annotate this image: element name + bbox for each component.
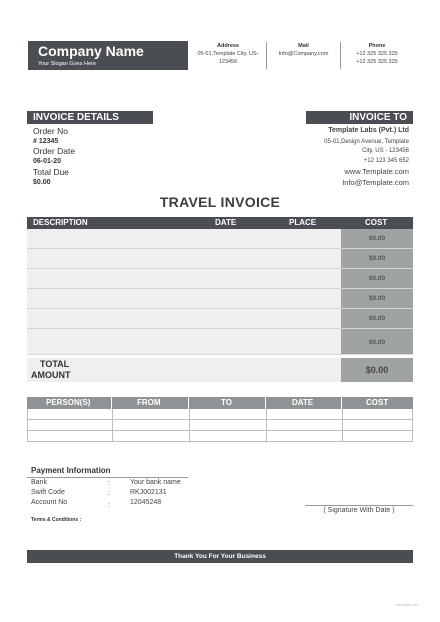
order-date-label: Order Date	[33, 146, 76, 156]
cost-cell[interactable]: $0.00	[341, 329, 413, 355]
company-name: Company Name	[38, 43, 144, 59]
total-label-line-1: TOTAL	[40, 359, 70, 369]
bank-label: Bank	[31, 479, 47, 486]
col-cost: COST	[365, 218, 388, 227]
col-date: DATE	[215, 218, 237, 227]
bank-value: Your bank name	[130, 479, 181, 486]
company-brand-block	[28, 41, 188, 70]
cost-cell[interactable]: $0.00	[341, 229, 413, 249]
terms-label: Terms & Conditions :	[31, 517, 82, 523]
address-line-1: 05-01,Template City, US-	[197, 51, 259, 57]
phone-value-1: +12 325 325 325	[356, 51, 398, 57]
invoice-to-web: www.Template.com	[344, 167, 409, 176]
header-divider	[188, 397, 189, 409]
company-slogan: Your Slogan Goes Here	[38, 61, 96, 67]
account-separator: :	[108, 502, 110, 509]
payment-title: Payment Information	[31, 466, 111, 475]
mail-value: Info@Company.com	[278, 51, 329, 57]
invoice-title: TRAVEL INVOICE	[159, 194, 281, 210]
table-row[interactable]	[27, 269, 341, 289]
invoice-details-heading: INVOICE DETAILS	[27, 111, 153, 124]
footer-banner: Thank You For Your Business	[27, 550, 413, 563]
header-mail	[267, 42, 340, 58]
column-divider	[266, 409, 267, 441]
total-label-line-2: AMOUNT	[31, 370, 71, 380]
table-row[interactable]	[27, 249, 341, 269]
table-row[interactable]	[27, 309, 341, 329]
col-cost: COST	[366, 398, 389, 407]
total-amount-label	[27, 358, 341, 382]
column-divider	[342, 409, 343, 441]
items-table-header	[27, 217, 413, 229]
mail-title: Mail	[298, 43, 309, 49]
col-to: TO	[221, 398, 232, 407]
col-description: DESCRIPTION	[33, 218, 88, 227]
address-title: Address	[216, 43, 239, 49]
row-divider	[28, 419, 412, 420]
col-persons: PERSON(S)	[46, 398, 91, 407]
account-label: Account No	[31, 499, 68, 506]
header-divider	[341, 397, 342, 409]
order-no-label: Order No	[33, 126, 68, 136]
cost-cell[interactable]: $0.00	[341, 269, 413, 289]
account-value: 12045248	[130, 499, 162, 506]
phone-value-2: +12 325 325 325	[356, 59, 398, 65]
order-date-value: 06-01-20	[33, 158, 62, 165]
swift-separator: :	[108, 490, 110, 497]
total-amount-value: $0.00	[341, 358, 413, 382]
header-address	[190, 42, 266, 66]
header-divider	[111, 397, 112, 409]
invoice-to-phone: +12 123 345 652	[363, 158, 409, 164]
total-due-value: $0.00	[33, 179, 51, 186]
row-divider	[28, 430, 412, 431]
column-divider	[112, 409, 113, 441]
cost-cell[interactable]: $0.00	[341, 249, 413, 269]
header-divider	[265, 397, 266, 409]
signature-line	[305, 505, 413, 506]
table-row[interactable]	[27, 289, 341, 309]
col-from: FROM	[137, 398, 161, 407]
cost-cell[interactable]: $0.00	[341, 289, 413, 309]
col-date: DATE	[292, 398, 314, 407]
watermark: template.net	[396, 602, 419, 607]
table-row[interactable]	[27, 229, 341, 249]
header-phone	[341, 42, 413, 66]
invoice-to-heading: INVOICE TO	[306, 111, 413, 124]
column-divider	[189, 409, 190, 441]
persons-table-body[interactable]	[27, 409, 413, 442]
invoice-to-email: Info@Template.com	[342, 178, 409, 187]
total-due-label: Total Due	[33, 167, 69, 177]
cost-cell[interactable]: $0.00	[341, 309, 413, 329]
invoice-to-address-1: 05-01,Design Avenue, Template	[324, 139, 409, 145]
persons-table-header	[27, 397, 413, 409]
invoice-to-company: Template Labs (Pvt.) Ltd	[328, 127, 409, 134]
col-place: PLACE	[289, 218, 317, 227]
invoice-to-address-2: City, US - 123456	[362, 148, 409, 154]
address-line-2: 123456	[218, 59, 238, 65]
phone-title: Phone	[368, 43, 386, 49]
bank-separator: :	[108, 480, 110, 487]
order-no-value: # 12345	[33, 138, 59, 145]
swift-label: Swift Code	[31, 489, 65, 496]
swift-value: RKJ002131	[130, 489, 167, 496]
signature-label: ( Signature With Date )	[323, 507, 395, 514]
table-row[interactable]	[27, 329, 341, 355]
